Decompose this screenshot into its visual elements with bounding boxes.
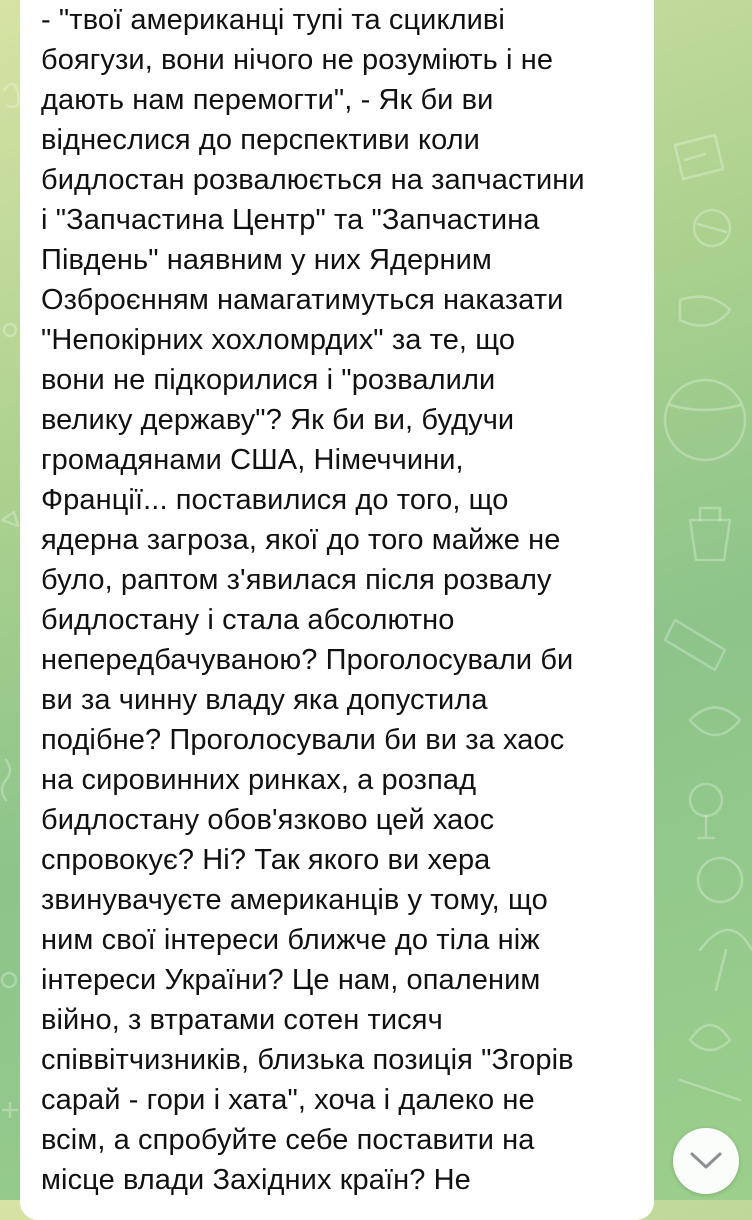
message-line: віднеслися до перспективи коли	[41, 124, 480, 156]
message-line: всім, а спробуйте себе поставити на	[41, 1124, 535, 1156]
message-line: бидлостан розвалюється на запчастини	[41, 164, 585, 196]
message-bubble[interactable]	[20, 0, 654, 1220]
message-line: дають нам перемогти", - Як би ви	[41, 84, 494, 116]
message-line: бидлостану обов'язково цей хаос	[41, 804, 495, 836]
message-line: бидлостану і стала абсолютно	[41, 604, 455, 636]
message-line: вони не підкорилися і "розвалили	[41, 364, 496, 396]
message-line: ви за чинну владу яка допустила	[41, 684, 488, 716]
message-line: і "Запчастина Центр" та "Запчастина	[41, 204, 540, 236]
message-line: ядерна загроза, якої до того майже не	[41, 524, 561, 556]
message-line: інтереси України? Це нам, опаленим	[41, 964, 541, 996]
message-line: сарай - гори і хата", хоча і далеко не	[41, 1084, 535, 1116]
message-line: ним свої інтереси ближче до тіла ніж	[41, 924, 540, 956]
message-line: війно, з втратами сотен тисяч	[41, 1004, 443, 1036]
message-line: на сировинних ринках, а розпад	[41, 764, 477, 796]
message-line: "Непокірних хохломрдих" за те, що	[41, 324, 516, 356]
message-line: велику державу"? Як би ви, будучи	[41, 404, 515, 436]
message-line: боягузи, вони нічого не розуміють і не	[41, 44, 554, 76]
message-line: непередбачуваною? Проголосували би	[41, 644, 574, 676]
chevron-down-icon	[689, 1151, 723, 1171]
message-line: Франції... поставилися до того, що	[41, 484, 509, 516]
message-line: подібне? Проголосували би ви за хаос	[41, 724, 565, 756]
scroll-to-bottom-button[interactable]	[673, 1128, 739, 1194]
message-line: - "твої американці тупі та сцикливі	[41, 4, 505, 36]
message-line: спровокує? Ні? Так якого ви хера	[41, 844, 491, 876]
message-line: Озброєнням намагатимуться наказати	[41, 284, 564, 316]
message-line: звинувачуєте американців у тому, що	[41, 884, 548, 916]
message-line: громадянами США, Німеччини,	[41, 444, 464, 476]
message-line: Південь" наявним у них Ядерним	[41, 244, 492, 276]
message-line: місце влади Західних країн? Не	[41, 1164, 471, 1196]
message-line: було, раптом з'явилася після розвалу	[41, 564, 552, 596]
message-text	[41, 0, 634, 1200]
message-line: співвітчизників, близька позиція "Згорів	[41, 1044, 574, 1076]
